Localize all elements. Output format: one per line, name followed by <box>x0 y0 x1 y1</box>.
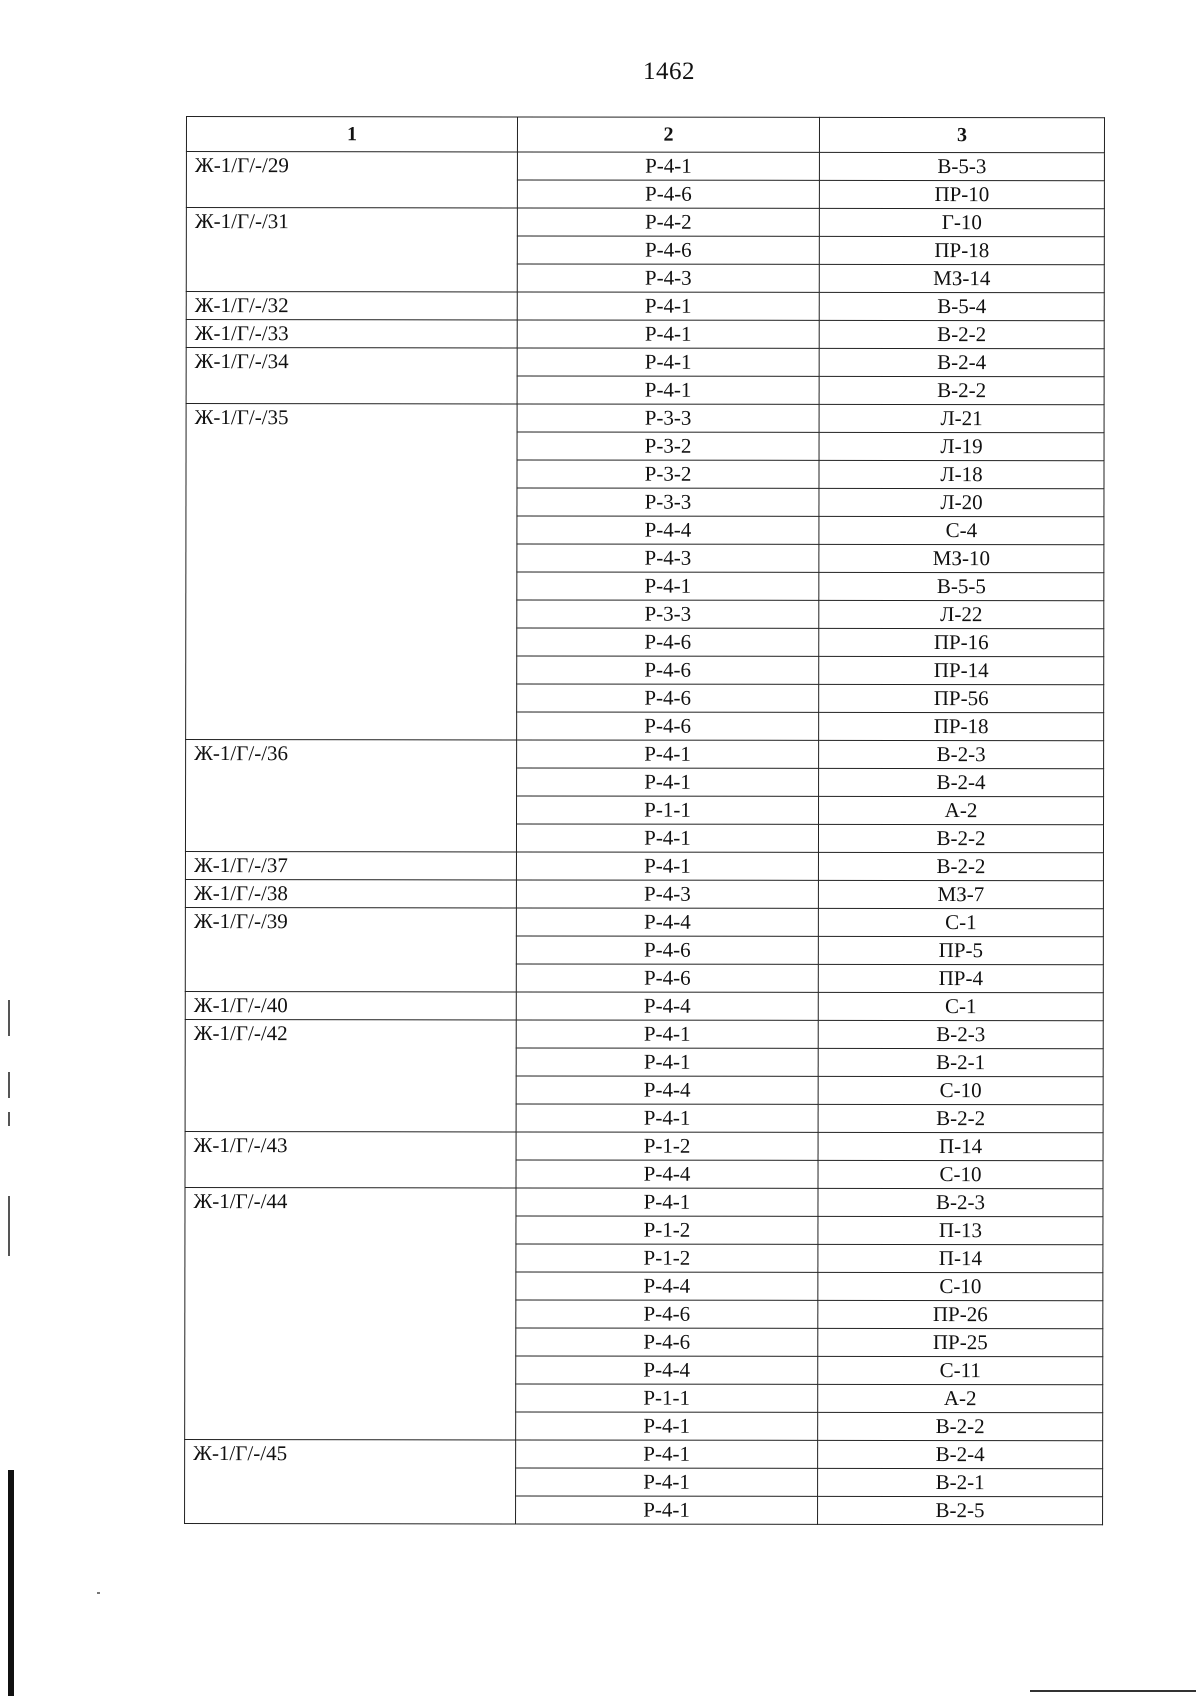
scan-bottom-line <box>1030 1690 1196 1692</box>
column-3-cell: П-13 <box>818 1216 1103 1244</box>
column-3-cell: МЗ-10 <box>819 544 1104 572</box>
code-cell: Ж-1/Г/-/45 <box>185 1439 516 1523</box>
code-cell: Ж-1/Г/-/38 <box>185 879 516 907</box>
table-body <box>185 152 1105 1525</box>
scan-tick-mark <box>8 1000 10 1036</box>
column-3-cell: В-2-2 <box>818 824 1103 852</box>
table-row <box>185 879 1103 908</box>
table-row <box>186 208 1104 237</box>
scan-tick-mark <box>8 1196 10 1256</box>
column-3-cell: С-10 <box>818 1160 1103 1188</box>
column-3-cell: В-2-2 <box>818 1412 1103 1440</box>
column-2-cell: Р-4-1 <box>517 292 819 320</box>
column-2-cell: Р-4-6 <box>517 684 819 712</box>
table-header <box>186 117 1104 153</box>
table-row <box>185 1019 1103 1048</box>
code-cell: Ж-1/Г/-/34 <box>186 348 517 404</box>
code-cell: Ж-1/Г/-/42 <box>185 1019 516 1131</box>
column-header-2: 2 <box>517 117 819 152</box>
column-2-cell: Р-4-3 <box>516 880 818 908</box>
column-3-cell: МЗ-14 <box>819 264 1104 292</box>
column-3-cell: Л-19 <box>819 432 1104 460</box>
column-3-cell: ПР-16 <box>819 628 1104 656</box>
column-3-cell: ПР-14 <box>819 656 1104 684</box>
table-row <box>186 320 1104 349</box>
column-2-cell: Р-4-1 <box>517 320 819 348</box>
column-header-3: 3 <box>819 117 1104 152</box>
column-2-cell: Р-4-4 <box>517 516 819 544</box>
column-2-cell: Р-4-1 <box>516 1104 818 1132</box>
column-3-cell: ПР-56 <box>819 684 1104 712</box>
column-2-cell: Р-4-6 <box>517 236 819 264</box>
column-2-cell: Р-4-1 <box>516 1188 818 1216</box>
column-3-cell: В-5-3 <box>819 152 1104 180</box>
column-3-cell: В-2-4 <box>819 768 1104 796</box>
column-3-cell: Л-21 <box>819 404 1104 432</box>
table-row <box>185 1131 1103 1160</box>
code-cell: Ж-1/Г/-/36 <box>185 740 516 852</box>
column-3-cell: В-2-3 <box>819 740 1104 768</box>
code-cell: Ж-1/Г/-/29 <box>186 152 517 208</box>
column-3-cell: С-11 <box>818 1356 1103 1384</box>
column-2-cell: Р-4-1 <box>517 740 819 768</box>
table-row <box>186 740 1104 769</box>
column-2-cell: Р-4-1 <box>517 348 819 376</box>
table-row <box>186 404 1104 433</box>
column-3-cell: МЗ-7 <box>818 880 1103 908</box>
column-3-cell: В-2-1 <box>818 1468 1103 1496</box>
column-3-cell: В-2-2 <box>819 376 1104 404</box>
column-2-cell: Р-4-4 <box>516 1076 818 1104</box>
column-2-cell: Р-4-6 <box>516 964 818 992</box>
column-2-cell: Р-4-2 <box>517 208 819 236</box>
column-3-cell: С-4 <box>819 516 1104 544</box>
code-cell: Ж-1/Г/-/31 <box>186 208 517 292</box>
column-3-cell: В-5-4 <box>819 292 1104 320</box>
column-2-cell: Р-4-1 <box>516 824 818 852</box>
column-2-cell: Р-1-1 <box>516 1384 818 1412</box>
column-2-cell: Р-4-1 <box>517 376 819 404</box>
column-3-cell: В-2-3 <box>818 1188 1103 1216</box>
column-3-cell: В-2-3 <box>818 1020 1103 1048</box>
column-3-cell: В-2-4 <box>819 348 1104 376</box>
code-cell: Ж-1/Г/-/44 <box>185 1187 516 1439</box>
column-3-cell: П-14 <box>818 1132 1103 1160</box>
data-table <box>184 116 1105 1525</box>
column-2-cell: Р-4-1 <box>516 1412 818 1440</box>
column-2-cell: Р-4-6 <box>517 712 819 740</box>
code-cell: Ж-1/Г/-/32 <box>186 292 517 320</box>
column-3-cell: ПР-4 <box>818 964 1103 992</box>
column-2-cell: Р-4-6 <box>516 1328 818 1356</box>
column-3-cell: В-5-5 <box>819 572 1104 600</box>
column-2-cell: Р-4-1 <box>516 1440 818 1468</box>
column-2-cell: Р-4-6 <box>517 628 819 656</box>
column-3-cell: В-2-4 <box>818 1440 1103 1468</box>
column-3-cell: ПР-26 <box>818 1300 1103 1328</box>
column-2-cell: Р-4-1 <box>517 152 819 180</box>
column-3-cell: С-10 <box>818 1076 1103 1104</box>
column-3-cell: В-2-2 <box>819 320 1104 348</box>
column-2-cell: Р-4-6 <box>516 1300 818 1328</box>
table-row <box>186 152 1104 181</box>
column-2-cell: Р-4-6 <box>516 936 818 964</box>
table-row <box>185 1439 1103 1468</box>
column-2-cell: Р-1-2 <box>516 1132 818 1160</box>
column-2-cell: Р-4-1 <box>516 1048 818 1076</box>
column-3-cell: В-2-1 <box>818 1048 1103 1076</box>
column-3-cell: ПР-25 <box>818 1328 1103 1356</box>
column-2-cell: Р-4-1 <box>516 1496 818 1524</box>
table-row <box>186 292 1104 321</box>
column-2-cell: Р-4-1 <box>516 1468 818 1496</box>
table-row <box>185 907 1103 936</box>
column-3-cell: Л-18 <box>819 460 1104 488</box>
column-3-cell: А-2 <box>818 1384 1103 1412</box>
code-cell: Ж-1/Г/-/33 <box>186 320 517 348</box>
table-row <box>186 348 1104 377</box>
code-cell: Ж-1/Г/-/40 <box>185 991 516 1019</box>
table-row <box>185 991 1103 1020</box>
column-2-cell: Р-4-3 <box>517 544 819 572</box>
header-row <box>186 117 1104 153</box>
column-2-cell: Р-1-2 <box>516 1244 818 1272</box>
column-3-cell: П-14 <box>818 1244 1103 1272</box>
column-2-cell: Р-4-1 <box>516 852 818 880</box>
column-3-cell: ПР-18 <box>819 236 1104 264</box>
column-2-cell: Р-4-4 <box>516 1272 818 1300</box>
column-3-cell: В-2-5 <box>818 1496 1103 1524</box>
column-3-cell: С-10 <box>818 1272 1103 1300</box>
column-3-cell: А-2 <box>819 796 1104 824</box>
column-2-cell: Р-4-4 <box>516 908 818 936</box>
column-2-cell: Р-3-3 <box>517 600 819 628</box>
column-3-cell: С-1 <box>818 908 1103 936</box>
column-3-cell: Л-20 <box>819 488 1104 516</box>
column-2-cell: Р-3-3 <box>517 404 819 432</box>
column-2-cell: Р-3-3 <box>517 488 819 516</box>
column-2-cell: Р-4-4 <box>516 992 818 1020</box>
column-3-cell: ПР-18 <box>819 712 1104 740</box>
scan-tick-mark <box>8 1072 10 1098</box>
code-cell: Ж-1/Г/-/43 <box>185 1131 516 1187</box>
column-2-cell: Р-4-4 <box>516 1356 818 1384</box>
column-3-cell: В-2-2 <box>818 1104 1103 1132</box>
column-header-1: 1 <box>186 117 517 152</box>
column-2-cell: Р-1-1 <box>517 796 819 824</box>
column-3-cell: Г-10 <box>819 208 1104 236</box>
column-2-cell: Р-4-1 <box>517 768 819 796</box>
column-2-cell: Р-3-2 <box>517 432 819 460</box>
code-cell: Ж-1/Г/-/39 <box>185 907 516 991</box>
code-cell: Ж-1/Г/-/37 <box>185 852 516 880</box>
table-row <box>185 1187 1103 1216</box>
code-cell: Ж-1/Г/-/35 <box>186 404 517 740</box>
column-3-cell: С-1 <box>818 992 1103 1020</box>
column-2-cell: Р-4-4 <box>516 1160 818 1188</box>
column-2-cell: Р-4-6 <box>517 656 819 684</box>
column-2-cell: Р-4-1 <box>517 572 819 600</box>
column-2-cell: Р-4-1 <box>516 1020 818 1048</box>
scan-speck <box>97 1592 100 1594</box>
table-row <box>185 852 1103 881</box>
column-2-cell: Р-4-3 <box>517 264 819 292</box>
page-number: 1462 <box>643 58 695 85</box>
scan-edge-mark <box>8 1470 14 1696</box>
column-2-cell: Р-4-6 <box>517 180 819 208</box>
column-3-cell: ПР-5 <box>818 936 1103 964</box>
column-2-cell: Р-1-2 <box>516 1216 818 1244</box>
column-2-cell: Р-3-2 <box>517 460 819 488</box>
scan-tick-mark <box>8 1112 10 1126</box>
column-3-cell: Л-22 <box>819 600 1104 628</box>
column-3-cell: В-2-2 <box>818 852 1103 880</box>
column-3-cell: ПР-10 <box>819 180 1104 208</box>
